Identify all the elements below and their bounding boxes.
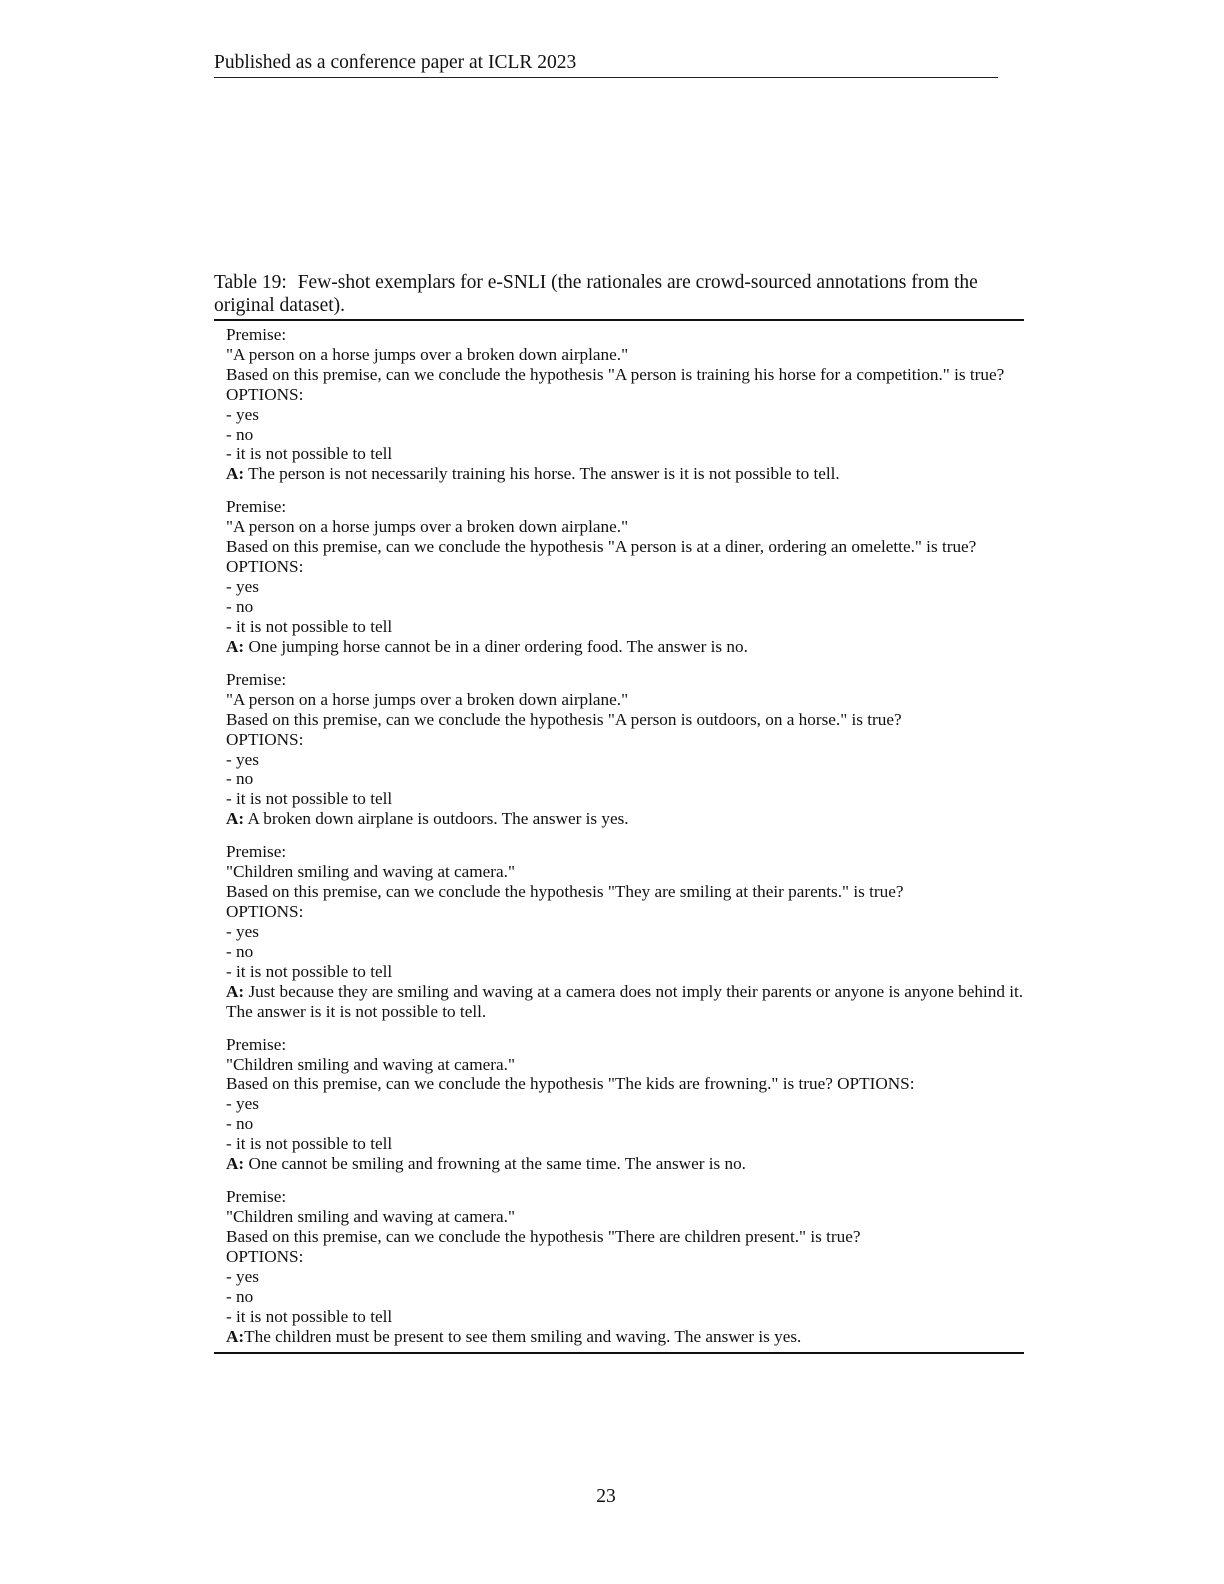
exemplar-block: [226, 1035, 1024, 1174]
answer-label: A:: [226, 1326, 245, 1346]
answer-text: One cannot be smiling and frowning at the same time. The answer is no.: [244, 1154, 746, 1174]
hypothesis-question: Based on this premise, can we conclude the hypothesis "A person is training his horse for a competition." is true?: [226, 364, 1005, 384]
option-item: - it is not possible to tell: [226, 1306, 393, 1326]
table-label: Table 19:: [214, 272, 287, 293]
premise-text: "A person on a horse jumps over a broken down airplane.": [226, 344, 629, 364]
hypothesis-question: Based on this premise, can we conclude the hypothesis "A person is at a diner, ordering an omelette." is true?: [226, 537, 977, 557]
options-label: OPTIONS:: [226, 384, 304, 404]
premise-text: "A person on a horse jumps over a broken down airplane.": [226, 689, 629, 709]
running-header: [214, 51, 998, 78]
answer-label: A:: [226, 809, 245, 829]
option-item: - no: [226, 596, 254, 616]
exemplar-table: [214, 319, 1024, 1354]
option-item: - yes: [226, 1266, 259, 1286]
option-item: - no: [226, 424, 254, 444]
option-item: - yes: [226, 921, 259, 941]
hypothesis-question: Based on this premise, can we conclude the hypothesis "A person is outdoors, on a horse." is true?: [226, 709, 902, 729]
answer-rationale: [226, 637, 1024, 657]
premise-label: Premise:: [226, 497, 287, 517]
answer-label: A:: [226, 464, 245, 484]
premise-text: "A person on a horse jumps over a broken down airplane.": [226, 517, 629, 537]
answer-label: A:: [226, 636, 245, 656]
option-item: - yes: [226, 404, 259, 424]
premise-text: "Children smiling and waving at camera.": [226, 1054, 515, 1074]
answer-text: The person is not necessarily training his horse. The answer is it is not possible to tell.: [244, 464, 840, 484]
answer-text: One jumping horse cannot be in a diner ordering food. The answer is no.: [244, 636, 748, 656]
hypothesis-question: Based on this premise, can we conclude the hypothesis "They are smiling at their parents." is true?: [226, 882, 904, 902]
conference-title: Published as a conference paper at ICLR 2023: [214, 52, 577, 73]
options-label: OPTIONS:: [226, 729, 304, 749]
option-item: - yes: [226, 749, 259, 769]
option-item: - no: [226, 769, 254, 789]
exemplar-block: [226, 670, 1024, 829]
answer-text: A broken down airplane is outdoors. The answer is yes.: [244, 809, 629, 829]
hypothesis-question: Based on this premise, can we conclude the hypothesis "There are children present." is true?: [226, 1227, 861, 1246]
answer-label: A:: [226, 981, 245, 1001]
options-label: OPTIONS:: [226, 1246, 304, 1266]
premise-text: "Children smiling and waving at camera.": [226, 862, 515, 882]
premise-text: "Children smiling and waving at camera.": [226, 1207, 515, 1227]
answer-rationale: [226, 464, 1024, 484]
exemplar-block: [226, 1187, 1024, 1346]
answer-text: Just because they are smiling and waving at a camera does not imply their parents or anyone is anyone behind it. The answer is it is not possible to tell.: [226, 981, 1024, 1021]
premise-label: Premise:: [226, 325, 287, 344]
exemplar-block: [226, 497, 1024, 656]
premise-label: Premise:: [226, 1187, 287, 1207]
table-caption-text: Few-shot exemplars for e-SNLI (the rationales are crowd-sourced annotations from the original dataset).: [214, 272, 978, 316]
answer-label: A:: [226, 1154, 245, 1174]
page-number: 23: [596, 1486, 616, 1507]
answer-rationale: [226, 809, 1024, 829]
option-item: - yes: [226, 1094, 259, 1114]
exemplar-block: [226, 842, 1024, 1021]
option-item: - it is not possible to tell: [226, 444, 393, 464]
option-item: - it is not possible to tell: [226, 616, 393, 636]
option-item: - yes: [226, 577, 259, 597]
option-item: - no: [226, 1286, 254, 1306]
answer-rationale: [226, 1154, 1024, 1174]
option-item: - no: [226, 1114, 254, 1134]
answer-rationale: [226, 982, 1024, 1022]
hypothesis-question: Based on this premise, can we conclude the hypothesis "The kids are frowning." is true? OPTIONS:: [226, 1074, 915, 1094]
option-item: - it is not possible to tell: [226, 1134, 393, 1154]
exemplar-list: [214, 321, 1024, 1352]
options-label: OPTIONS:: [226, 902, 304, 922]
premise-label: Premise:: [226, 1034, 287, 1054]
options-label: OPTIONS:: [226, 557, 304, 577]
table-caption: [214, 272, 1014, 317]
premise-label: Premise:: [226, 669, 287, 689]
answer-rationale: [226, 1327, 1024, 1347]
option-item: - it is not possible to tell: [226, 961, 393, 981]
premise-label: Premise:: [226, 842, 287, 862]
option-item: - no: [226, 941, 254, 961]
answer-text: The children must be present to see them smiling and waving. The answer is yes.: [244, 1326, 802, 1346]
exemplar-block: [226, 325, 1024, 484]
option-item: - it is not possible to tell: [226, 789, 393, 809]
